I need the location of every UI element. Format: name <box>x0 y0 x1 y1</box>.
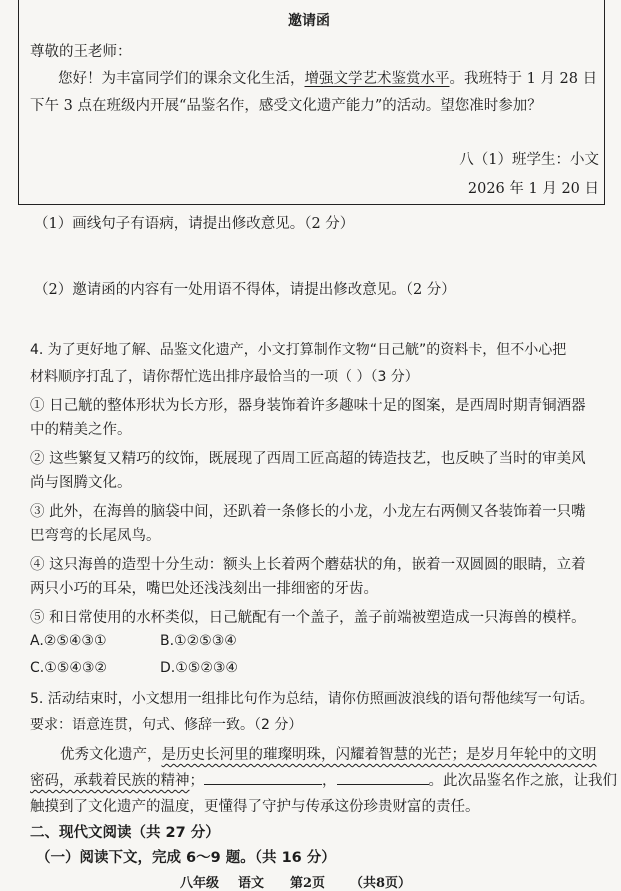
model-sentence-line2 <box>30 769 617 790</box>
question-5-stem: 5. 活动结束时，小文想用一组排比句作为总结，请你仿照画波浪线的语句帮他续写一句话。 <box>30 691 594 707</box>
letter-title: 邀请函 <box>288 13 330 29</box>
letter-salutation: 尊敬的王老师： <box>30 44 132 60</box>
material-item-1: ① 日己觥的整体形状为长方形，器身装饰着许多趣味十足的图案，是西周时期青铜酒器 <box>30 398 586 414</box>
underlined-sentence: 增强文学艺术鉴赏水平 <box>304 71 450 87</box>
answer-blank-2[interactable] <box>337 772 429 785</box>
footer-grade: 八年级 <box>180 876 220 891</box>
section-heading: 二、现代文阅读（共 27 分） <box>30 825 220 841</box>
footer-subject: 语文 <box>238 876 265 891</box>
letter-body-text: 。我班特于 1 月 28 日 <box>449 71 598 87</box>
wavy-underlined-text: 密码，承载着民族的精神 <box>30 773 190 789</box>
material-item-3-cont: 巴弯弯的长尾凤鸟。 <box>30 528 161 544</box>
option-a: A.②⑤④③① <box>30 633 107 649</box>
question-1: （1）画线句子有语病，请提出修改意见。（2 分） <box>34 216 355 232</box>
letter-date: 2026 年 1 月 20 日 <box>467 181 599 197</box>
material-item-1-cont: 中的精美之作。 <box>30 422 132 438</box>
option-d: D.①⑤②③④ <box>160 660 238 676</box>
material-item-4-cont: 两只小巧的耳朵，嘴巴处还浅浅刻出一排细密的牙齿。 <box>30 581 378 597</box>
option-c: C.①⑤④③② <box>30 660 107 676</box>
material-item-5: ⑤ 和日常使用的水杯类似，日己觥配有一个盖子，盖子前端被塑造成一只海兽的模样。 <box>30 610 586 626</box>
wavy-underlined-text: 是历史长河里的璀璨明珠，闪耀着智慧的光芒；是岁月年轮中的文明 <box>161 747 597 763</box>
letter-body-line2: 下午 3 点在班级内开展“品鉴名作，感受文化遗产能力”的活动。望您准时参加？ <box>30 98 542 114</box>
section-subheading: （一）阅读下文，完成 6～9 题。（共 16 分） <box>36 850 336 866</box>
letter-body-line1 <box>58 67 597 88</box>
model-sentence-line1 <box>60 743 597 764</box>
model-sentence-line3: 触摸到了文化遗产的温度，更懂得了守护与传承这份珍贵财富的责任。 <box>30 799 480 815</box>
material-item-4: ④ 这只海兽的造型十分生动：额头上长着两个蘑菇状的角，嵌着一双圆圆的眼睛，立着 <box>30 557 586 573</box>
option-b: B.①②⑤③④ <box>160 633 237 649</box>
material-item-2-cont: 尚与图腾文化。 <box>30 475 132 491</box>
material-item-3: ③ 此外，在海兽的脑袋中间，还趴着一条修长的小龙，小龙左右两侧又各装饰着一只嘴 <box>30 504 586 520</box>
letter-body-text: 您好！为丰富同学们的课余文化生活， <box>58 71 305 87</box>
footer-total: （共8页） <box>350 876 412 891</box>
model-text: ； <box>189 773 204 789</box>
footer-page: 第2页 <box>290 876 326 891</box>
question-4-stem-line1: 4. 为了更好地了解、品鉴文化遗产，小文打算制作文物“日己觥”的资料卡，但不小心把 <box>30 342 567 358</box>
model-text: 优秀文化遗产， <box>60 747 162 763</box>
letter-signature: 八（1）班学生：小文 <box>459 152 599 168</box>
question-4-stem-line2: 材料顺序打乱了，请你帮忙选出排序最恰当的一项（ ）（3 分） <box>30 369 419 385</box>
answer-blank-1[interactable] <box>204 772 322 785</box>
question-5-requirement: 要求：语意连贯，句式、修辞一致。（2 分） <box>30 717 303 733</box>
model-text: ， <box>322 773 337 789</box>
material-item-2: ② 这些繁复又精巧的纹饰，既展现了西周工匠高超的铸造技艺，也反映了当时的审美风 <box>30 451 586 467</box>
model-text: 。此次品鉴名作之旅，让我们 <box>428 773 617 789</box>
question-2: （2）邀请函的内容有一处用语不得体，请提出修改意见。（2 分） <box>34 282 456 298</box>
